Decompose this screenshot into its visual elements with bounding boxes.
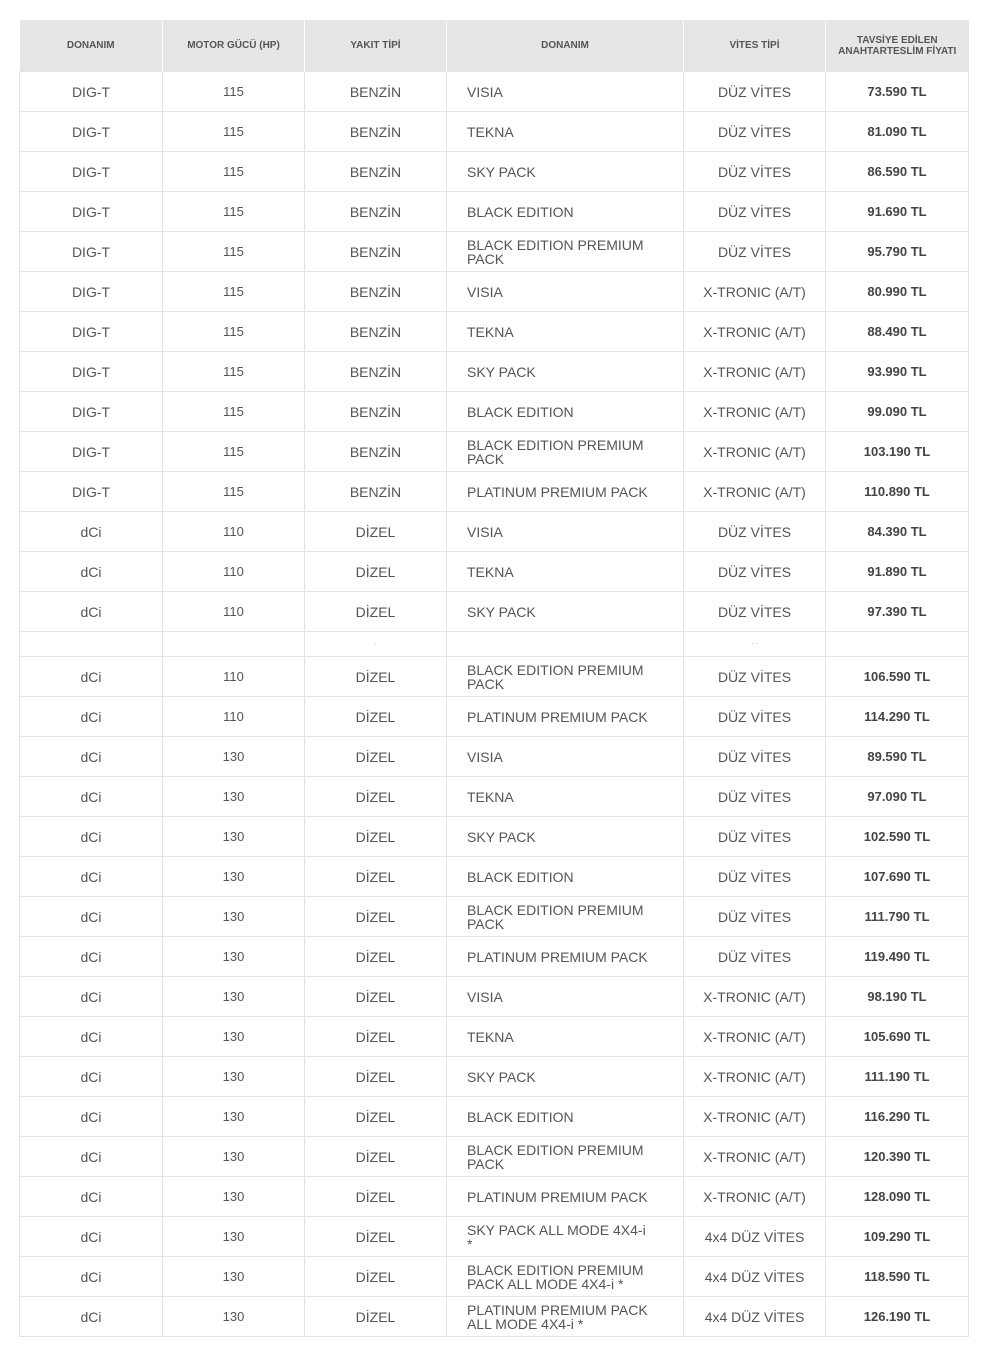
cell-fuel: DİZEL <box>305 592 447 632</box>
cell-engine: dCi <box>20 937 163 977</box>
cell-trim: PLATINUM PREMIUM PACK <box>447 697 684 737</box>
cell-price: 119.490 TL <box>826 937 969 977</box>
cell-hp: 130 <box>163 1097 305 1137</box>
cell-gear: DÜZ VİTES <box>684 737 826 777</box>
cell-gear: X-TRONIC (A/T) <box>684 1137 826 1177</box>
cell-hp: 130 <box>163 1177 305 1217</box>
header-engine: DONANIM <box>20 20 163 72</box>
cell-engine: DIG-T <box>20 192 163 232</box>
cell-price: 109.290 TL <box>826 1217 969 1257</box>
cell-hp: 130 <box>163 1217 305 1257</box>
cell-trim: VISIA <box>447 977 684 1017</box>
cell-gear: X-TRONIC (A/T) <box>684 1017 826 1057</box>
cell-engine: dCi <box>20 977 163 1017</box>
cell-engine: dCi <box>20 817 163 857</box>
cell-gear: X-TRONIC (A/T) <box>684 1057 826 1097</box>
cell-price: 86.590 TL <box>826 152 969 192</box>
cell-fuel: DİZEL <box>305 937 447 977</box>
cell-gear: DÜZ VİTES <box>684 232 826 272</box>
cell-price: 84.390 TL <box>826 512 969 552</box>
table-body <box>20 72 969 1337</box>
cell-fuel: BENZİN <box>305 272 447 312</box>
cell-hp: 110 <box>163 512 305 552</box>
cell-hp: 130 <box>163 777 305 817</box>
cell-price: 111.790 TL <box>826 897 969 937</box>
table-row <box>20 192 969 232</box>
cell-price: 89.590 TL <box>826 737 969 777</box>
cell-engine: DIG-T <box>20 352 163 392</box>
header-trim: DONANIM <box>447 20 684 72</box>
cell-hp: 130 <box>163 897 305 937</box>
cell-engine: dCi <box>20 697 163 737</box>
cell-fuel: DİZEL <box>305 1177 447 1217</box>
cell-hp: 115 <box>163 232 305 272</box>
table-row <box>20 817 969 857</box>
cell-hp: 115 <box>163 352 305 392</box>
table-row <box>20 552 969 592</box>
cell-engine: dCi <box>20 1017 163 1057</box>
cell-trim: PLATINUM PREMIUM PACK <box>447 1177 684 1217</box>
cell-hp: 115 <box>163 152 305 192</box>
cell-price: 120.390 TL <box>826 1137 969 1177</box>
cell-hp: 130 <box>163 1257 305 1297</box>
cell-fuel: BENZİN <box>305 392 447 432</box>
price-table <box>19 20 969 1337</box>
table-row <box>20 592 969 632</box>
cell-hp: 110 <box>163 657 305 697</box>
cell-trim: VISIA <box>447 512 684 552</box>
cell-engine: DIG-T <box>20 72 163 112</box>
cell-price: 93.990 TL <box>826 352 969 392</box>
table-row <box>20 1017 969 1057</box>
table-row <box>20 272 969 312</box>
cell-price: 116.290 TL <box>826 1097 969 1137</box>
cell-fuel: DİZEL <box>305 1257 447 1297</box>
cell-gear: DÜZ VİTES <box>684 777 826 817</box>
cell-trim: VISIA <box>447 272 684 312</box>
table-row <box>20 697 969 737</box>
cell-trim: BLACK EDITION PREMIUM PACK <box>447 1137 684 1177</box>
table-row <box>20 432 969 472</box>
cell-gear: DÜZ VİTES <box>684 112 826 152</box>
table-row <box>20 1257 969 1297</box>
table-row <box>20 657 969 697</box>
cell-trim: TEKNA <box>447 552 684 592</box>
cell-fuel: DİZEL <box>305 977 447 1017</box>
table-row <box>20 1217 969 1257</box>
cell-fuel: BENZİN <box>305 432 447 472</box>
cell-gear: DÜZ VİTES <box>684 512 826 552</box>
cell-fuel: BENZİN <box>305 232 447 272</box>
cell-gear: DÜZ VİTES <box>684 592 826 632</box>
cell-hp: 115 <box>163 312 305 352</box>
cell-fuel: DİZEL <box>305 1217 447 1257</box>
cell-gear: DÜZ VİTES <box>684 937 826 977</box>
cell-fuel: DİZEL <box>305 657 447 697</box>
cell-fuel: BENZİN <box>305 352 447 392</box>
table-row <box>20 857 969 897</box>
cell-price: 102.590 TL <box>826 817 969 857</box>
cell-engine: DIG-T <box>20 272 163 312</box>
cell-price: 128.090 TL <box>826 1177 969 1217</box>
cell-trim: VISIA <box>447 737 684 777</box>
table-row <box>20 777 969 817</box>
cell-hp: 115 <box>163 432 305 472</box>
cell-trim: BLACK EDITION PREMIUM PACK <box>447 232 684 272</box>
cell-trim: TEKNA <box>447 777 684 817</box>
cell-price: 114.290 TL <box>826 697 969 737</box>
cell-trim: BLACK EDITION <box>447 1097 684 1137</box>
cell-engine: dCi <box>20 1177 163 1217</box>
cell-hp: 130 <box>163 937 305 977</box>
cell-trim: SKY PACK <box>447 352 684 392</box>
cell-fuel: BENZİN <box>305 72 447 112</box>
cell-engine: dCi <box>20 512 163 552</box>
cell-fuel: DİZEL <box>305 897 447 937</box>
table-row <box>20 512 969 552</box>
cell-engine: dCi <box>20 1217 163 1257</box>
cell-trim: SKY PACK <box>447 152 684 192</box>
cell-price: 106.590 TL <box>826 657 969 697</box>
cell-engine: dCi <box>20 1057 163 1097</box>
cell-trim: PLATINUM PREMIUM PACK ALL MODE 4X4-i * <box>447 1297 684 1337</box>
cell-price: 88.490 TL <box>826 312 969 352</box>
cell-fuel: DİZEL <box>305 1017 447 1057</box>
cell-gear: DÜZ VİTES <box>684 152 826 192</box>
cell-engine: dCi <box>20 1297 163 1337</box>
cell-hp: 130 <box>163 1137 305 1177</box>
cell-price: 118.590 TL <box>826 1257 969 1297</box>
cell-engine <box>20 632 163 657</box>
cell-engine: DIG-T <box>20 392 163 432</box>
cell-gear: · · <box>684 632 826 657</box>
cell-price <box>826 632 969 657</box>
cell-gear: X-TRONIC (A/T) <box>684 472 826 512</box>
cell-engine: DIG-T <box>20 472 163 512</box>
cell-engine: dCi <box>20 1257 163 1297</box>
cell-trim: VISIA <box>447 72 684 112</box>
cell-hp: 115 <box>163 112 305 152</box>
cell-hp: 130 <box>163 1297 305 1337</box>
cell-trim: BLACK EDITION PREMIUM PACK <box>447 897 684 937</box>
cell-hp: 115 <box>163 392 305 432</box>
cell-trim: SKY PACK <box>447 1057 684 1097</box>
cell-gear: 4x4 DÜZ VİTES <box>684 1297 826 1337</box>
cell-fuel: BENZİN <box>305 192 447 232</box>
cell-trim: BLACK EDITION PREMIUM PACK <box>447 657 684 697</box>
cell-fuel: BENZİN <box>305 312 447 352</box>
cell-trim: TEKNA <box>447 112 684 152</box>
cell-hp: 130 <box>163 817 305 857</box>
cell-trim: SKY PACK ALL MODE 4X4-i * <box>447 1217 684 1257</box>
cell-price: 95.790 TL <box>826 232 969 272</box>
table-row <box>20 1097 969 1137</box>
cell-fuel: DİZEL <box>305 552 447 592</box>
table-row <box>20 112 969 152</box>
cell-engine: DIG-T <box>20 312 163 352</box>
cell-hp: 130 <box>163 1017 305 1057</box>
table-row <box>20 632 969 657</box>
cell-gear: 4x4 DÜZ VİTES <box>684 1257 826 1297</box>
cell-trim: TEKNA <box>447 1017 684 1057</box>
cell-trim: PLATINUM PREMIUM PACK <box>447 937 684 977</box>
cell-hp: 115 <box>163 272 305 312</box>
cell-hp: 115 <box>163 472 305 512</box>
cell-fuel: DİZEL <box>305 1097 447 1137</box>
cell-fuel: BENZİN <box>305 112 447 152</box>
cell-gear: DÜZ VİTES <box>684 192 826 232</box>
cell-fuel: · <box>305 632 447 657</box>
cell-trim: BLACK EDITION PREMIUM PACK <box>447 432 684 472</box>
cell-price: 103.190 TL <box>826 432 969 472</box>
cell-fuel: DİZEL <box>305 737 447 777</box>
cell-gear: X-TRONIC (A/T) <box>684 1097 826 1137</box>
cell-price: 99.090 TL <box>826 392 969 432</box>
cell-hp: 130 <box>163 857 305 897</box>
cell-gear: DÜZ VİTES <box>684 897 826 937</box>
cell-hp: 130 <box>163 737 305 777</box>
cell-price: 126.190 TL <box>826 1297 969 1337</box>
cell-engine: dCi <box>20 657 163 697</box>
table-row <box>20 152 969 192</box>
cell-hp: 110 <box>163 592 305 632</box>
cell-fuel: DİZEL <box>305 1297 447 1337</box>
cell-price: 105.690 TL <box>826 1017 969 1057</box>
cell-engine: dCi <box>20 1097 163 1137</box>
cell-gear: 4x4 DÜZ VİTES <box>684 1217 826 1257</box>
cell-hp: 130 <box>163 977 305 1017</box>
cell-gear: X-TRONIC (A/T) <box>684 272 826 312</box>
cell-trim: BLACK EDITION <box>447 392 684 432</box>
cell-trim <box>447 632 684 657</box>
cell-gear: DÜZ VİTES <box>684 817 826 857</box>
table-row <box>20 937 969 977</box>
cell-fuel: DİZEL <box>305 857 447 897</box>
table-row <box>20 232 969 272</box>
table-row <box>20 1297 969 1337</box>
cell-hp: 130 <box>163 1057 305 1097</box>
cell-fuel: DİZEL <box>305 1137 447 1177</box>
cell-price: 91.690 TL <box>826 192 969 232</box>
cell-trim: SKY PACK <box>447 817 684 857</box>
cell-price: 110.890 TL <box>826 472 969 512</box>
cell-gear: X-TRONIC (A/T) <box>684 1177 826 1217</box>
cell-price: 111.190 TL <box>826 1057 969 1097</box>
cell-trim: BLACK EDITION <box>447 857 684 897</box>
cell-engine: dCi <box>20 552 163 592</box>
cell-gear: DÜZ VİTES <box>684 657 826 697</box>
cell-engine: dCi <box>20 592 163 632</box>
table-row <box>20 312 969 352</box>
cell-fuel: DİZEL <box>305 697 447 737</box>
header-hp: MOTOR GÜCÜ (HP) <box>163 20 305 72</box>
cell-gear: DÜZ VİTES <box>684 857 826 897</box>
table-row <box>20 1177 969 1217</box>
cell-price: 98.190 TL <box>826 977 969 1017</box>
cell-gear: X-TRONIC (A/T) <box>684 352 826 392</box>
cell-trim: BLACK EDITION PREMIUM PACK ALL MODE 4X4-i * <box>447 1257 684 1297</box>
cell-price: 91.890 TL <box>826 552 969 592</box>
table-row <box>20 472 969 512</box>
cell-engine: dCi <box>20 897 163 937</box>
cell-engine: DIG-T <box>20 112 163 152</box>
cell-engine: DIG-T <box>20 152 163 192</box>
cell-fuel: DİZEL <box>305 1057 447 1097</box>
header-gear: VİTES TİPİ <box>684 20 826 72</box>
cell-hp: 115 <box>163 72 305 112</box>
cell-gear: X-TRONIC (A/T) <box>684 392 826 432</box>
cell-hp: 115 <box>163 192 305 232</box>
cell-price: 73.590 TL <box>826 72 969 112</box>
header-price: TAVSİYE EDİLEN ANAHTARTESLİM FİYATI <box>826 20 969 72</box>
table-row <box>20 352 969 392</box>
cell-price: 80.990 TL <box>826 272 969 312</box>
cell-price: 107.690 TL <box>826 857 969 897</box>
cell-engine: dCi <box>20 857 163 897</box>
cell-gear: DÜZ VİTES <box>684 552 826 592</box>
table-row <box>20 392 969 432</box>
table-row <box>20 1137 969 1177</box>
cell-gear: DÜZ VİTES <box>684 697 826 737</box>
cell-gear: X-TRONIC (A/T) <box>684 977 826 1017</box>
cell-price: 81.090 TL <box>826 112 969 152</box>
cell-fuel: DİZEL <box>305 777 447 817</box>
cell-engine: dCi <box>20 777 163 817</box>
cell-hp <box>163 632 305 657</box>
cell-gear: DÜZ VİTES <box>684 72 826 112</box>
cell-price: 97.390 TL <box>826 592 969 632</box>
cell-hp: 110 <box>163 697 305 737</box>
cell-engine: DIG-T <box>20 232 163 272</box>
cell-engine: dCi <box>20 737 163 777</box>
cell-hp: 110 <box>163 552 305 592</box>
table-header-row <box>20 20 969 72</box>
cell-gear: X-TRONIC (A/T) <box>684 432 826 472</box>
cell-trim: SKY PACK <box>447 592 684 632</box>
cell-trim: BLACK EDITION <box>447 192 684 232</box>
cell-trim: TEKNA <box>447 312 684 352</box>
cell-fuel: BENZİN <box>305 472 447 512</box>
cell-fuel: BENZİN <box>305 152 447 192</box>
cell-engine: DIG-T <box>20 432 163 472</box>
cell-price: 97.090 TL <box>826 777 969 817</box>
table-row <box>20 977 969 1017</box>
table-row <box>20 1057 969 1097</box>
cell-trim: PLATINUM PREMIUM PACK <box>447 472 684 512</box>
cell-fuel: DİZEL <box>305 817 447 857</box>
table-row <box>20 72 969 112</box>
table-row <box>20 897 969 937</box>
cell-gear: X-TRONIC (A/T) <box>684 312 826 352</box>
table-row <box>20 737 969 777</box>
cell-engine: dCi <box>20 1137 163 1177</box>
cell-fuel: DİZEL <box>305 512 447 552</box>
header-fuel: YAKIT TİPİ <box>305 20 447 72</box>
